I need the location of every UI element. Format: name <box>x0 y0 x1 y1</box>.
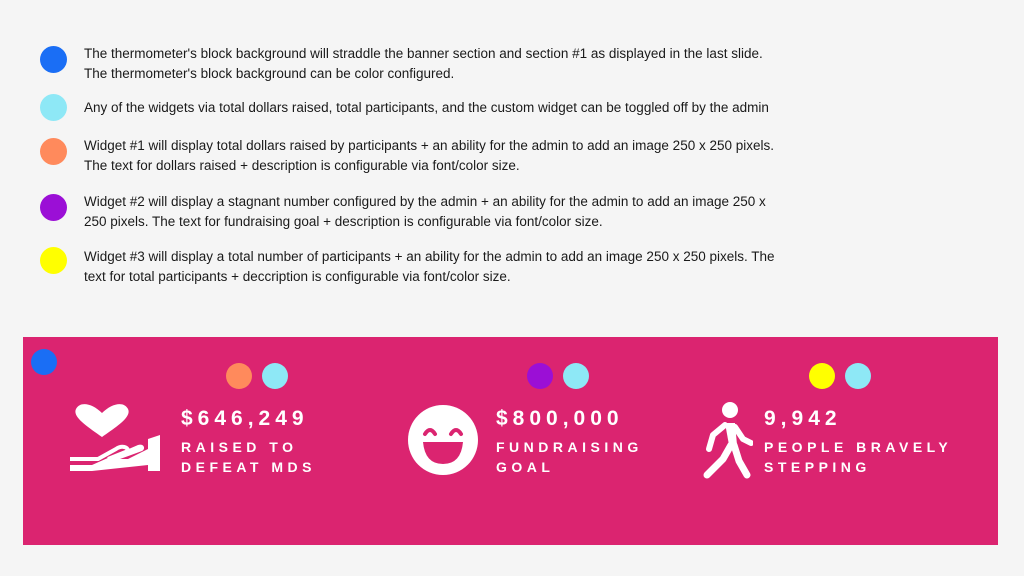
heart-hand-icon <box>68 401 164 473</box>
orange-dot-icon <box>40 138 67 165</box>
orange-dot-icon <box>226 363 252 389</box>
participants-value: 9,942 <box>764 407 842 430</box>
stats-banner <box>23 337 998 545</box>
color-dot-pair <box>226 363 292 389</box>
cyan-dot-icon <box>262 363 288 389</box>
participants-label: PEOPLE BRAVELY STEPPING <box>764 439 953 475</box>
note-text: Widget #3 will display a total number of participants + an ability for the admin to add an image 250 x 250 pixels. The text for total participants + deccription is configurable via font/color size. <box>84 249 775 284</box>
note-text: The thermometer's block background will straddle the banner section and section #1 as displayed in the last slide. The thermometer's block background can be color configured. <box>84 46 763 81</box>
cyan-dot-icon <box>40 94 67 121</box>
cyan-dot-icon <box>563 363 589 389</box>
note-text: Widget #2 will display a stagnant number configured by the admin + an ability for the admin to add an image 250 x 250 pixels. The text for fundraising goal + description is configurable via font/color size. <box>84 194 766 229</box>
dollars-raised-value: $646,249 <box>181 407 309 430</box>
yellow-dot-icon <box>40 247 67 274</box>
widget-dollars-raised <box>23 337 353 545</box>
dollars-raised-label: RAISED TO DEFEAT MDS <box>181 439 316 475</box>
fundraising-goal-value: $800,000 <box>496 407 624 430</box>
purple-dot-icon <box>40 194 67 221</box>
blue-dot-icon <box>40 46 67 73</box>
note-text: Widget #1 will display total dollars raised by participants + an ability for the admin to add an image 250 x 250 pixels. The text for dollars raised + description is configurable via font/color size. <box>84 138 775 173</box>
color-dot-pair <box>809 363 875 389</box>
smiley-face-icon <box>407 404 479 476</box>
widget-fundraising-goal <box>353 337 683 545</box>
walking-person-icon <box>703 401 753 479</box>
yellow-dot-icon <box>809 363 835 389</box>
color-dot-pair <box>527 363 593 389</box>
cyan-dot-icon <box>845 363 871 389</box>
fundraising-goal-label: FUNDRAISING GOAL <box>496 439 643 475</box>
purple-dot-icon <box>527 363 553 389</box>
note-text: Any of the widgets via total dollars raised, total participants, and the custom widget can be toggled off by the admin <box>84 100 769 115</box>
widget-participants <box>683 337 998 545</box>
